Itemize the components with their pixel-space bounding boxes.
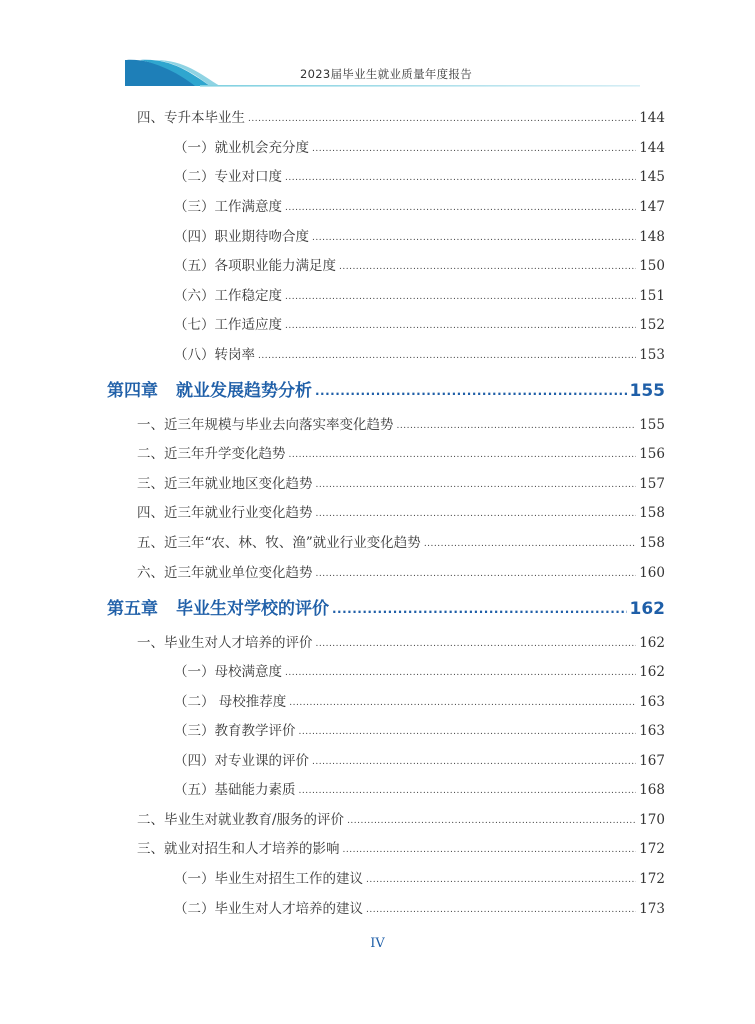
chapter-title: 毕业生对学校的评价	[176, 599, 329, 619]
toc-subsection-entry[interactable]	[174, 750, 665, 772]
toc-page-number: 158	[639, 535, 665, 551]
dot-leader	[258, 345, 636, 367]
toc-entry-title: （四）职业期待吻合度	[174, 229, 309, 245]
toc-section-entry[interactable]	[137, 562, 665, 584]
dot-leader	[366, 899, 636, 921]
toc-subsection-entry[interactable]	[174, 137, 665, 159]
toc-page-number: 167	[639, 753, 665, 769]
toc-section-entry[interactable]	[137, 502, 665, 524]
dot-leader	[316, 563, 637, 585]
dot-leader	[248, 108, 636, 130]
dot-leader	[347, 810, 636, 832]
toc-entry-title: （二）毕业生对人才培养的建议	[174, 901, 363, 917]
toc-subsection-entry[interactable]	[174, 285, 665, 307]
toc-page-number: 157	[639, 476, 665, 492]
toc-subsection-entry[interactable]	[174, 166, 665, 188]
dot-leader	[312, 138, 636, 160]
toc-entry-title: （一）毕业生对招生工作的建议	[174, 871, 363, 887]
dot-leader	[285, 662, 636, 684]
page-number: IV	[370, 936, 385, 951]
toc-page-number: 158	[639, 505, 665, 521]
toc-page-number: 162	[639, 664, 665, 680]
dot-leader	[424, 533, 636, 555]
toc-entry-title: 二、近三年升学变化趋势	[137, 446, 286, 462]
toc-section-entry[interactable]	[137, 838, 665, 860]
dot-leader	[315, 378, 627, 404]
toc-subsection-entry[interactable]	[174, 226, 665, 248]
toc-page-number: 155	[629, 381, 665, 401]
dot-leader	[285, 315, 636, 337]
toc-entry-title: （五）基础能力素质	[174, 782, 296, 798]
toc-page-number: 153	[639, 347, 665, 363]
toc-entry-title: 三、就业对招生和人才培养的影响	[137, 841, 340, 857]
toc-entry-title: 三、近三年就业地区变化趋势	[137, 476, 313, 492]
toc-subsection-entry[interactable]	[174, 661, 665, 683]
toc-entry-title: （五）各项职业能力满足度	[174, 258, 336, 274]
toc-page-number: 163	[639, 723, 665, 739]
dot-leader	[366, 869, 636, 891]
toc-subsection-entry[interactable]	[174, 691, 665, 713]
toc-chapter-entry[interactable]	[107, 378, 665, 404]
toc-page-number: 163	[639, 694, 665, 710]
toc-entry-title: （二）专业对口度	[174, 169, 282, 185]
toc-subsection-entry[interactable]	[174, 255, 665, 277]
toc-section-entry[interactable]	[137, 809, 665, 831]
toc-page-number: 147	[639, 199, 665, 215]
toc-entry-title	[107, 378, 312, 404]
dot-leader	[299, 721, 637, 743]
toc-subsection-entry[interactable]	[174, 720, 665, 742]
toc-subsection-entry[interactable]	[174, 868, 665, 890]
dot-leader	[285, 197, 636, 219]
toc-page-number: 152	[639, 317, 665, 333]
toc-entry-title: （四）对专业课的评价	[174, 753, 309, 769]
toc-subsection-entry[interactable]	[174, 898, 665, 920]
toc-section-entry[interactable]	[137, 473, 665, 495]
toc-page-number: 170	[639, 812, 665, 828]
toc-page-number: 160	[639, 565, 665, 581]
toc-subsection-entry[interactable]	[174, 344, 665, 366]
toc-section-entry[interactable]	[137, 632, 665, 654]
toc-entry-title: （一）就业机会充分度	[174, 140, 309, 156]
toc-entry-title: （二） 母校推荐度	[174, 694, 287, 710]
toc-entry-title: 四、专升本毕业生	[137, 110, 245, 126]
toc-page-number: 156	[639, 446, 665, 462]
toc-entry-title: （八）转岗率	[174, 347, 255, 363]
toc-entry-title: 一、近三年规模与毕业去向落实率变化趋势	[137, 417, 394, 433]
dot-leader	[343, 839, 637, 861]
dot-leader	[316, 503, 637, 525]
dot-leader	[285, 286, 636, 308]
toc-entry-title	[107, 596, 329, 622]
toc-page-number: 172	[639, 841, 665, 857]
toc-entry-title: （七）工作适应度	[174, 317, 282, 333]
chapter-number: 第四章	[107, 381, 158, 401]
toc-page-number: 151	[639, 288, 665, 304]
toc-page-number: 148	[639, 229, 665, 245]
report-title: 2023届毕业生就业质量年度报告	[300, 67, 473, 81]
toc-page-number: 144	[639, 110, 665, 126]
toc-chapter-entry[interactable]	[107, 596, 665, 622]
dot-leader	[285, 167, 636, 189]
toc-entry-title: 四、近三年就业行业变化趋势	[137, 505, 313, 521]
toc-entry-title: （六）工作稳定度	[174, 288, 282, 304]
toc-section-entry[interactable]	[137, 532, 665, 554]
toc-page-number: 145	[639, 169, 665, 185]
toc-page-number: 168	[639, 782, 665, 798]
toc-subsection-entry[interactable]	[174, 779, 665, 801]
toc-entry-title: （一）母校满意度	[174, 664, 282, 680]
toc-page-number: 173	[639, 901, 665, 917]
toc-subsection-entry[interactable]	[174, 314, 665, 336]
toc-page-number: 144	[639, 140, 665, 156]
chapter-title: 就业发展趋势分析	[176, 381, 312, 401]
toc-entry-title: 一、毕业生对人才培养的评价	[137, 635, 313, 651]
toc-page-number: 155	[639, 417, 665, 433]
toc-section-entry[interactable]	[137, 414, 665, 436]
dot-leader	[312, 751, 636, 773]
dot-leader	[289, 444, 637, 466]
toc-page-number: 162	[639, 635, 665, 651]
dot-leader	[312, 227, 636, 249]
dot-leader	[316, 474, 637, 496]
toc-entry-title: 五、近三年“农、林、牧、渔”就业行业变化趋势	[137, 535, 421, 551]
dot-leader	[289, 692, 636, 714]
toc-page-number: 150	[639, 258, 665, 274]
toc-section-entry[interactable]	[137, 443, 665, 465]
dot-leader	[332, 596, 627, 622]
dot-leader	[339, 256, 636, 278]
toc-section-entry[interactable]	[137, 107, 665, 129]
toc-entry-title: （三）教育教学评价	[174, 723, 296, 739]
toc-page-number: 162	[629, 599, 665, 619]
toc-entry-title: 二、毕业生对就业教育/服务的评价	[137, 812, 345, 828]
dot-leader	[299, 780, 637, 802]
chapter-number: 第五章	[107, 599, 158, 619]
toc-entry-title: （三）工作满意度	[174, 199, 282, 215]
toc-subsection-entry[interactable]	[174, 196, 665, 218]
dot-leader	[397, 415, 637, 437]
dot-leader	[316, 633, 637, 655]
toc-page-number: 172	[639, 871, 665, 887]
toc-entry-title: 六、近三年就业单位变化趋势	[137, 565, 313, 581]
